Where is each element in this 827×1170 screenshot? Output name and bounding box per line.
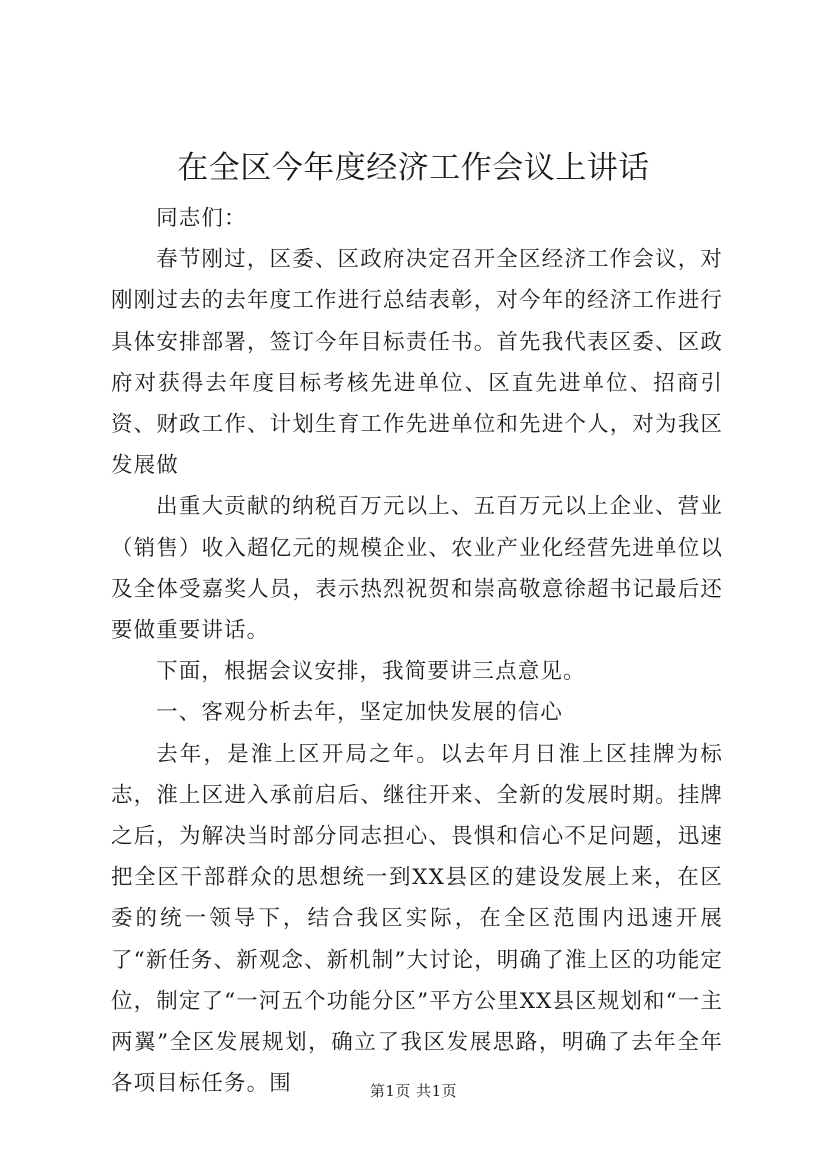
body-paragraph: 春节刚过，区委、区政府决定召开全区经济工作会议，对刚刚过去的去年度工作进行总结表彰，对今年的经济工作进行具体安排部署，签订今年目标责任书。首先我代表区委、区政府对获得去年度目标考核先进单位、区直先进单位、招商引资、财政工作、计划生育工作先进单位和先进个人，对为我区发展做: [111, 247, 723, 479]
page-footer: 第1页 共1页: [369, 1082, 458, 1100]
document-body: [111, 198, 723, 1104]
document-title: 在全区今年度经济工作会议上讲话: [177, 150, 650, 186]
body-paragraph: 下面，根据会议安排，我简要讲三点意见。: [156, 659, 586, 685]
body-paragraph: 去年，是淮上区开局之年。以去年月日淮上区挂牌为标志，淮上区进入承前启后、继往开来、全新的发展时期。挂牌之后，为解决当时部分同志担心、畏惧和信心不足问题，迅速把全区干部群众的思想统一到XX县区的建设发展上来，在区委的统一领导下，结合我区实际，在全区范围内迅速开展了“新任务、新观念、新机制”大讨论，明确了淮上区的功能定位，制定了“一河五个功能分区”平方公里XX县区规划和“一主两翼”全区发展规划，确立了我区发展思路，明确了去年全年各项目标任务。围: [111, 741, 723, 1097]
section-heading: 一、客观分析去年，坚定加快发展的信心: [156, 700, 563, 726]
salutation-paragraph: 同志们：: [156, 206, 247, 231]
body-paragraph: 出重大贡献的纳税百万元以上、五百万元以上企业、营业（销售）收入超亿元的规模企业、农业产业化经营先进单位以及全体受嘉奖人员，表示热烈祝贺和崇高敬意徐超书记最后还要做重要讲话。: [111, 494, 723, 644]
